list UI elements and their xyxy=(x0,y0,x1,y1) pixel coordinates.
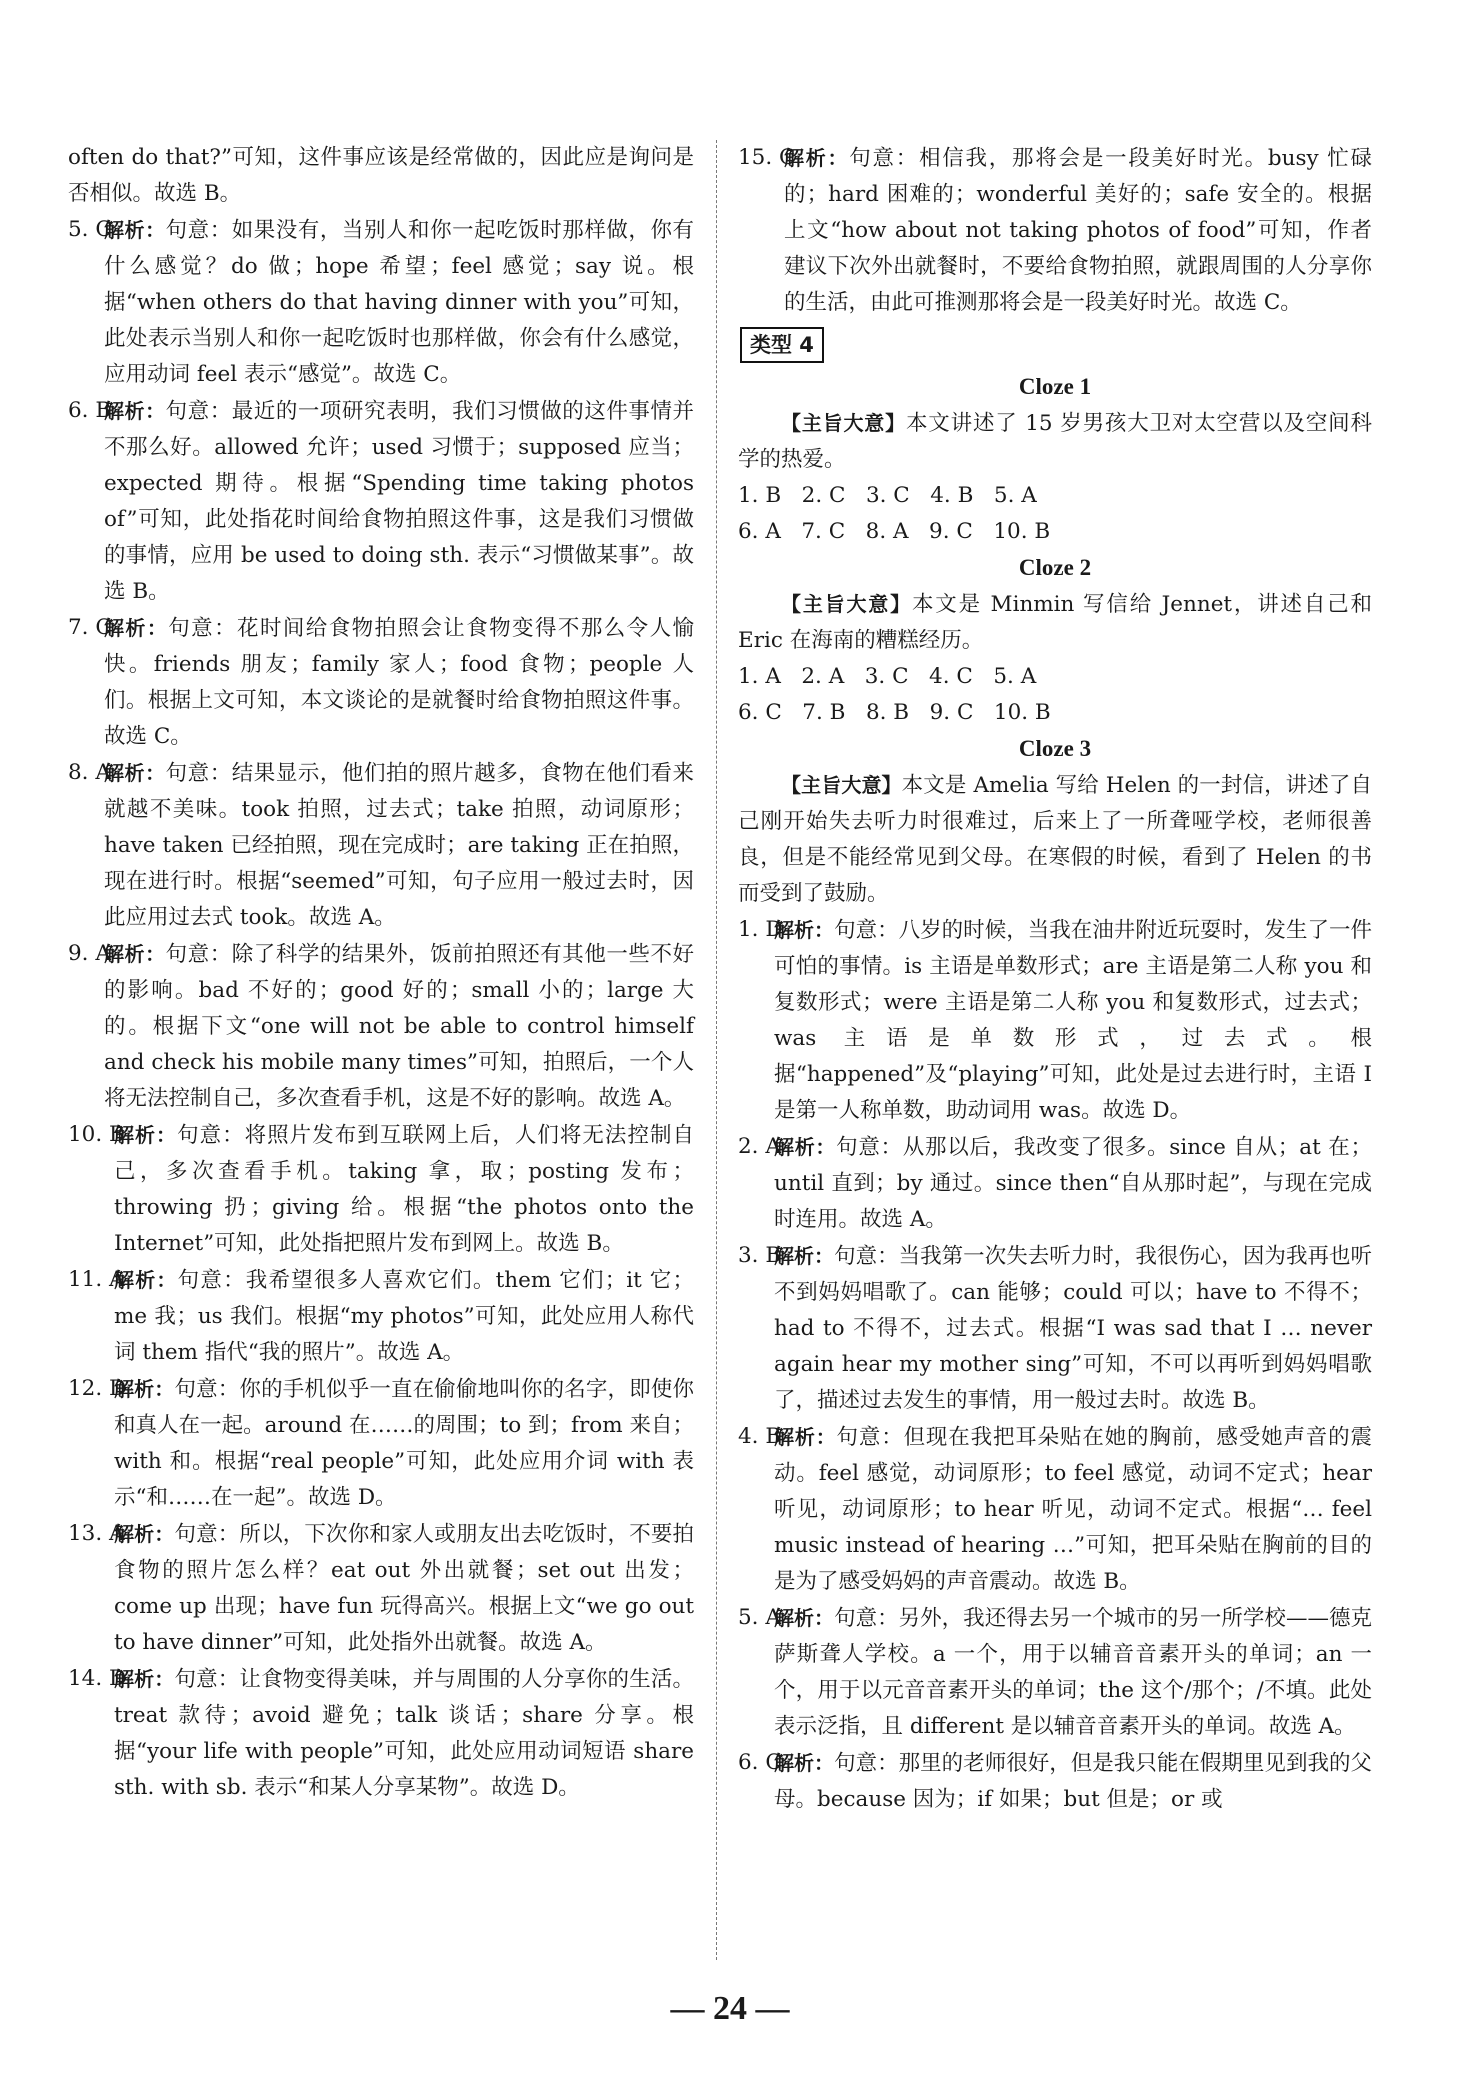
cloze-2-answers-row-2: 6. C 7. B 8. B 9. C 10. B xyxy=(738,700,1051,725)
cloze-2-title: Cloze 2 xyxy=(1018,555,1092,580)
answer-item-8: 8. A 解析：句意：结果显示，他们拍的照片越多，食物在他们看来就越不美味。took 拍照，过去式；take 拍照，动词原形；have taken 已经拍照，现在完成时；are taking 正在拍照，现在进行时。根据“seemed”可知，句子应用一般过去时，因此应用过去式 took。故选 A。 xyxy=(68,760,694,930)
type-label: 类型 4 xyxy=(740,327,824,363)
cloze-2-summary: 【主旨大意】本文是 Minmin 写信给 Jennet，讲述自己和 Eric 在海南的糟糕经历。 xyxy=(738,592,1372,653)
answer-item-6: 6. B 解析：句意：最近的一项研究表明，我们习惯做的这件事情并不那么好。allowed 允许；used 习惯于；supposed 应当；expected 期待。根据“Spending time taking photos of”可知，此处指花时间给食物拍照这件事，这是我们习惯做的事情，应用 be used to doing sth. 表示“习惯做某事”。故选 B。 xyxy=(68,398,694,604)
continued-text: often do that?”可知，这件事应该是经常做的，因此应是询问是否相似。故选 B。 xyxy=(68,145,694,206)
answer-item-14: 14. D 解析：句意：让食物变得美味，并与周围的人分享你的生活。treat 款待；avoid 避免；talk 谈话；share 分享。根据“your life with people”可知，此处应用动词短语 share sth. with sb. 表示“和某人分享某物”。故选 D。 xyxy=(68,1666,694,1800)
cloze-3-summary: 【主旨大意】本文是 Amelia 写给 Helen 的一封信，讲述了自己刚开始失去听力时很难过，后来上了一所聋哑学校，老师很善良，但是不能经常见到父母。在寒假的时候，看到了 Helen 的书而受到了鼓励。 xyxy=(738,773,1373,906)
answer-item-9: 9. A 解析：句意：除了科学的结果外，饭前拍照还有其他一些不好的影响。bad 不好的；good 好的；small 小的；large 大的。根据下文“one will not be able to control himself and check his mobile many times”可知，拍照后，一个人将无法控制自己，多次查看手机，这是不好的影响。故选 A。 xyxy=(68,941,694,1111)
cloze-3-item-3: 3. B 解析：句意：当我第一次失去听力时，我很伤心，因为我再也听不到妈妈唱歌了。can 能够；could 可以；have to 不得不；had to 不得不，过去式。根据“I was sad that I … never again hear my mother sing”可知，不可以再听到妈妈唱歌了，描述过去发生的事情，用一般过去时。故选 B。 xyxy=(738,1243,1372,1413)
answer-item-7: 7. C 解析：句意：花时间给食物拍照会让食物变得不那么令人愉快。friends 朋友；family 家人；food 食物；people 人们。根据上文可知，本文谈论的是就餐时给食物拍照这件事。故选 C。 xyxy=(68,615,694,749)
answer-item-5: 5. C 解析：句意：如果没有，当别人和你一起吃饭时那样做，你有什么感觉？do 做；hope 希望；feel 感觉；say 说。根据“when others do that having dinner with you”可知，此处表示当别人和你一起吃饭时也那样做，你会有什么感觉，应用动词 feel 表示“感觉”。故选 C。 xyxy=(68,217,694,387)
cloze-1-summary: 【主旨大意】本文讲述了 15 岁男孩大卫对太空营以及空间科学的热爱。 xyxy=(738,411,1373,472)
cloze-2-answers-row-1: 1. A 2. A 3. C 4. C 5. A xyxy=(738,664,1037,689)
cloze-1-answers-row-2: 6. A 7. C 8. A 9. C 10. B xyxy=(738,519,1051,544)
left-column xyxy=(68,140,694,1806)
cloze-3-item-4: 4. B 解析：句意：但现在我把耳朵贴在她的胸前，感受她声音的震动。feel 感觉，动词原形；to feel 感觉，动词不定式；hear 听见，动词原形；to hear 听见，动词不定式。根据“… feel music instead of hearing …”可知，把耳朵贴在胸前的目的是为了感受妈妈的声音震动。故选 B。 xyxy=(738,1424,1372,1594)
cloze-3-item-5: 5. A 解析：句意：另外，我还得去另一个城市的另一所学校——德克萨斯聋人学校。a 一个，用于以辅音音素开头的单词；an 一个，用于以元音音素开头的单词；the 这个/那个；/不填。此处表示泛指，且 different 是以辅音音素开头的单词。故选 A。 xyxy=(738,1605,1372,1739)
cloze-3-title: Cloze 3 xyxy=(1018,736,1092,761)
cloze-3-item-6: 6. C 解析：句意：那里的老师很好，但是我只能在假期里见到我的父母。because 因为；if 如果；but 但是；or 或 xyxy=(738,1750,1372,1812)
answer-item-12: 12. D 解析：句意：你的手机似乎一直在偷偷地叫你的名字，即使你和真人在一起。around 在……的周围；to 到；from 来自；with 和。根据“real people”可知，此处应用介词 with 表示“和……在一起”。故选 D。 xyxy=(68,1376,694,1510)
column-divider xyxy=(716,140,717,1960)
cloze-3-item-1: 1. D 解析：句意：八岁的时候，当我在油井附近玩耍时，发生了一件可怕的事情。is 主语是单数形式；are 主语是第二人称 you 和复数形式；were 主语是第二人称 you 和复数形式，过去式；was 主语是单数形式，过去式。根据“happened”及“playing”可知，此处是过去进行时，主语 I 是第一人称单数，助动词用 was。故选 D。 xyxy=(738,917,1372,1123)
cloze-1-answers-row-1: 1. B 2. C 3. C 4. B 5. A xyxy=(738,483,1037,508)
right-column xyxy=(738,140,1372,1818)
answer-item-11: 11. A 解析：句意：我希望很多人喜欢它们。them 它们；it 它；me 我；us 我们。根据“my photos”可知，此处应用人称代词 them 指代“我的照片”。故选 A。 xyxy=(68,1267,695,1365)
cloze-3-item-2: 2. A 解析：句意：从那以后，我改变了很多。since 自从；at 在；until 直到；by 通过。since then“自从那时起”，与现在完成时连用。故选 A。 xyxy=(738,1134,1373,1232)
cloze-1-title: Cloze 1 xyxy=(1018,374,1092,399)
answer-item-15: 15. C 解析：句意：相信我，那将会是一段美好时光。busy 忙碌的；hard 困难的；wonderful 美好的；safe 安全的。根据上文“how about not taking photos of food”可知，作者建议下次外出就餐时，不要给食物拍照，就跟周围的人分享你的生活，由此可推测那将会是一段美好时光。故选 C。 xyxy=(738,145,1372,315)
page-number: — 24 — xyxy=(670,1990,790,2027)
answer-item-10: 10. B 解析：句意：将照片发布到互联网上后，人们将无法控制自己，多次查看手机。taking 拿，取；posting 发布；throwing 扔；giving 给。根据“the photos onto the Internet”可知，此处指把照片发布到网上。故选 B。 xyxy=(68,1122,694,1256)
answer-item-13: 13. A 解析：句意：所以，下次你和家人或朋友出去吃饭时，不要拍食物的照片怎么样？eat out 外出就餐；set out 出发；come up 出现；have fun 玩得高兴。根据上文“we go out to have dinner”可知，此处指外出就餐。故选 A。 xyxy=(68,1521,694,1655)
